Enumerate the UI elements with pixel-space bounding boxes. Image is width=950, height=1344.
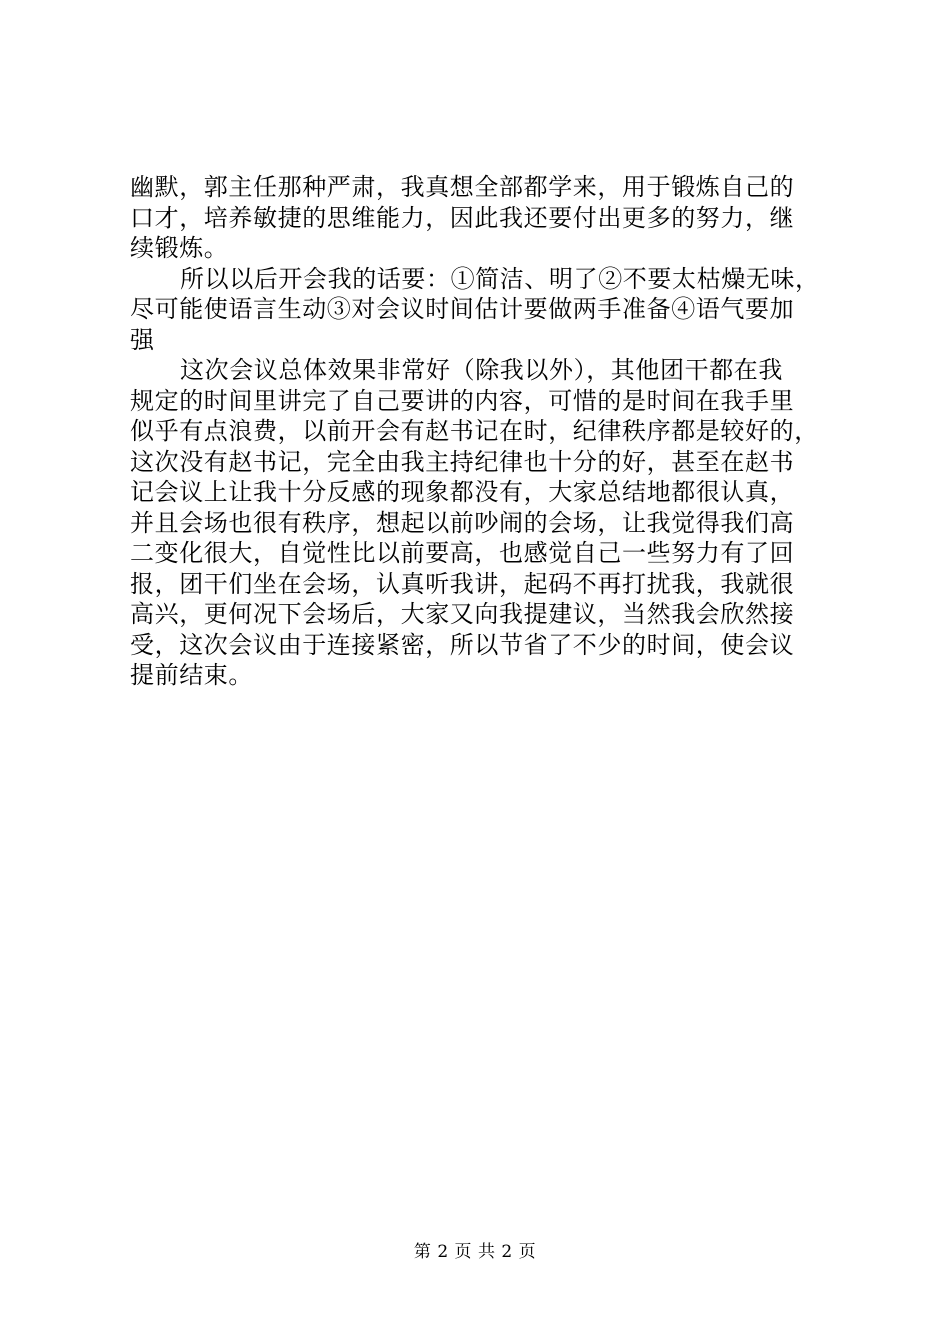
- text-line: 所以以后开会我的话要：①简洁、明了②不要太枯燥无味，: [180, 264, 820, 293]
- text-line: 幽默，郭主任那种严肃，我真想全部都学来，用于锻炼自己的: [130, 173, 795, 201]
- text-line: 这次没有赵书记，完全由我主持纪律也十分的好，甚至在赵书: [130, 447, 795, 476]
- text-line: 提前结束。: [130, 661, 253, 689]
- text-line: 似乎有点浪费，以前开会有赵书记在时，纪律秩序都是较好的，: [130, 417, 819, 445]
- page-number-footer: 第 2 页 共 2 页: [413, 1242, 537, 1262]
- text-line: 高兴，更何况下会场后，大家又向我提建议，当然我会欣然接: [130, 600, 795, 628]
- text-line: 尽可能使语言生动③对会议时间估计要做两手准备④语气要加: [130, 295, 795, 323]
- text-line: 口才，培养敏捷的思维能力，因此我还要付出更多的努力，继: [130, 203, 795, 232]
- text-line: 强: [130, 325, 155, 354]
- text-line: 这次会议总体效果非常好（除我以外），其他团干都在我: [180, 356, 783, 384]
- text-line: 报，团干们坐在会场，认真听我讲，起码不再打扰我，我就很: [130, 569, 795, 598]
- text-line: 记会议上让我十分反感的现象都没有，大家总结地都很认真，: [130, 478, 795, 506]
- text-line: 规定的时间里讲完了自己要讲的内容，可惜的是时间在我手里: [130, 386, 795, 415]
- document-body: [130, 172, 830, 691]
- text-line: 并且会场也很有秩序，想起以前吵闹的会场，让我觉得我们高: [130, 508, 795, 537]
- text-line: 二变化很大，自觉性比以前要高，也感觉自己一些努力有了回: [130, 539, 795, 567]
- text-line: 受，这次会议由于连接紧密，所以节省了不少的时间，使会议: [130, 630, 795, 659]
- text-line: 续锻炼。: [130, 234, 229, 262]
